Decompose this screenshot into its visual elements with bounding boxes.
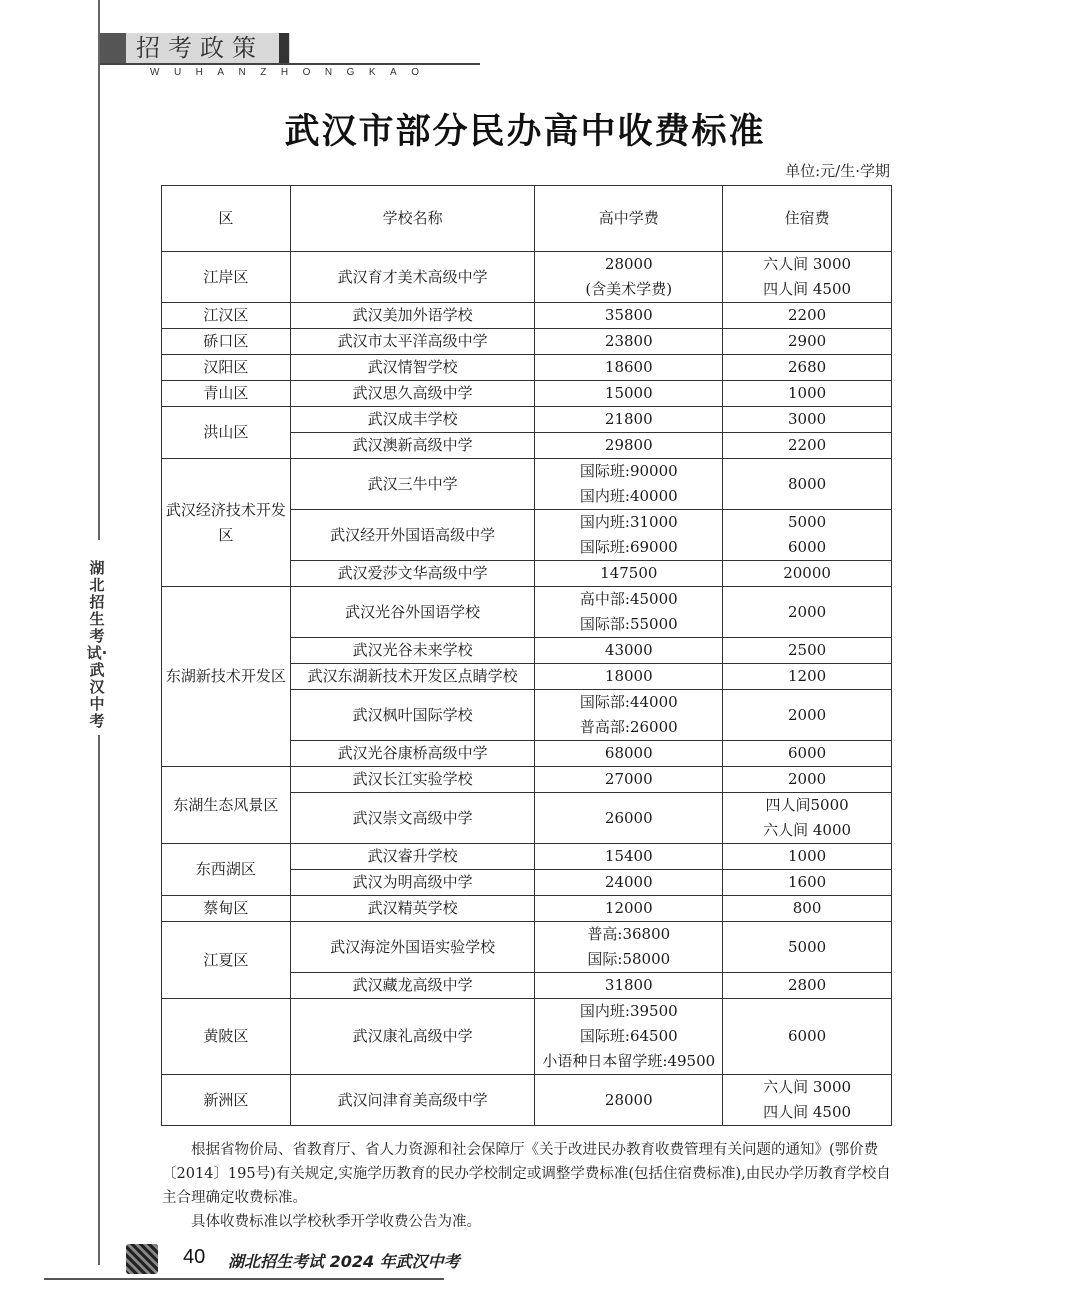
dorm-fee-value: 1600 [787, 873, 827, 891]
dorm-fee-value: 2200 [787, 306, 827, 324]
school-name-cell: 武汉成丰学校 [290, 407, 535, 433]
school-name-cell: 武汉长江实验学校 [290, 767, 535, 793]
tuition-value: 28000 [604, 255, 653, 273]
dorm-fee-cell [723, 459, 892, 510]
table-header-row [162, 186, 892, 252]
district-cell: 黄陂区 [162, 999, 291, 1075]
dorm-fee-value: 20000 [783, 564, 831, 582]
dorm-fee-value: 1000 [787, 384, 827, 402]
district-cell: 东湖新技术开发区 [162, 587, 291, 767]
tuition-cell [535, 381, 723, 407]
tuition-cell [535, 433, 723, 459]
tuition-cell [535, 741, 723, 767]
district-cell: 东西湖区 [162, 844, 291, 896]
school-name-cell: 武汉精英学校 [290, 896, 535, 922]
note-paragraph: 根据省物价局、省教育厅、省人力资源和社会保障厅《关于改进民办教育收费管理有关问题的通知》(鄂价费〔2014〕195号)有关规定,实施学历教育的民办学校制定或调整学费标准(包括住宿费标准),由民办学历教育学校自主合理确定收费标准。 [162, 1142, 891, 1206]
tuition-cell [535, 329, 723, 355]
dorm-fee-value: 2800 [787, 976, 827, 994]
dorm-fee-value: 3000 [787, 410, 827, 428]
tuition-value: 15400 [604, 847, 653, 865]
tuition-value: 高中部:45000 [579, 590, 678, 608]
tuition-cell [535, 870, 723, 896]
dorm-fee-value: 800 [792, 899, 822, 917]
side-vertical-label: 湖北招生考试·武汉中考 [86, 559, 108, 730]
tuition-cell [535, 561, 723, 587]
school-name-cell: 武汉康礼高级中学 [290, 999, 535, 1075]
tuition-cell [535, 355, 723, 381]
district-cell: 江汉区 [162, 303, 291, 329]
tuition-cell [535, 303, 723, 329]
tuition-value: 小语种日本留学班:49500 [542, 1052, 716, 1070]
section-header-rule [100, 63, 480, 65]
dorm-fee-cell [723, 355, 892, 381]
table-row [162, 459, 892, 510]
school-name-cell: 武汉市太平洋高级中学 [290, 329, 535, 355]
tuition-value: 28000 [604, 1090, 653, 1109]
tuition-cell [535, 973, 723, 999]
dorm-fee-cell [723, 561, 892, 587]
dorm-fee-cell [723, 587, 892, 638]
tuition-cell [535, 922, 723, 973]
school-name-cell: 武汉光谷外国语学校 [290, 587, 535, 638]
policy-note [162, 1138, 892, 1234]
school-name-cell: 武汉光谷康桥高级中学 [290, 741, 535, 767]
header-district: 区 [162, 186, 291, 252]
header-tuition: 高中学费 [535, 186, 723, 252]
dorm-fee-cell [723, 793, 892, 844]
tuition-cell [535, 896, 723, 922]
tuition-value: 147500 [600, 564, 658, 582]
left-rule-bottom [98, 735, 100, 1265]
dorm-fee-cell [723, 433, 892, 459]
tuition-value: 国际:58000 [587, 950, 671, 968]
magazine-name: 湖北招生考试 2024 年武汉中考 [228, 1252, 460, 1271]
dorm-fee-cell [723, 381, 892, 407]
tuition-cell [535, 999, 723, 1075]
dorm-fee-value: 四人间 4500 [763, 1103, 852, 1121]
table-row [162, 896, 892, 922]
dorm-fee-value: 5000 [787, 513, 827, 531]
school-name-cell: 武汉光谷未来学校 [290, 638, 535, 664]
dorm-fee-value: 6000 [787, 538, 827, 556]
school-name-cell: 武汉澳新高级中学 [290, 433, 535, 459]
tuition-cell [535, 767, 723, 793]
dorm-fee-value: 六人间 4000 [763, 821, 852, 839]
left-rule-top [98, 0, 100, 540]
tuition-value: 18600 [604, 358, 653, 376]
section-header-accent-left [100, 33, 126, 63]
dorm-fee-cell [723, 973, 892, 999]
table-row [162, 999, 892, 1075]
table-row [162, 922, 892, 973]
tuition-value: 26000 [604, 808, 653, 827]
tuition-value: (含美术学费) [585, 280, 673, 298]
fee-table [161, 185, 892, 1126]
note-paragraph: 具体收费标准以学校秋季开学收费公告为准。 [191, 1214, 481, 1230]
section-title: 招考政策 [136, 34, 264, 62]
dorm-fee-value: 8000 [787, 474, 827, 493]
district-cell: 洪山区 [162, 407, 291, 459]
tuition-cell [535, 407, 723, 433]
header-school: 学校名称 [290, 186, 535, 252]
fee-table-body [162, 252, 892, 1126]
dorm-fee-value: 6000 [787, 1027, 827, 1045]
school-name-cell: 武汉海淀外国语实验学校 [290, 922, 535, 973]
table-row [162, 767, 892, 793]
tuition-value: 27000 [604, 770, 653, 788]
tuition-cell [535, 587, 723, 638]
tuition-cell [535, 793, 723, 844]
dorm-fee-cell [723, 870, 892, 896]
header-dorm: 住宿费 [723, 186, 892, 252]
tuition-value: 15000 [604, 384, 653, 402]
district-cell: 汉阳区 [162, 355, 291, 381]
district-cell: 江岸区 [162, 252, 291, 303]
tuition-value: 国际班:90000 [579, 462, 678, 480]
tuition-value: 国际班:64500 [579, 1027, 678, 1045]
tuition-cell [535, 252, 723, 303]
dorm-fee-value: 四人间 4500 [763, 280, 852, 298]
tuition-value: 国内班:39500 [579, 1002, 678, 1020]
tuition-cell [535, 510, 723, 561]
dorm-fee-cell [723, 664, 892, 690]
section-header-accent-right [279, 33, 289, 63]
unit-note: 单位:元/生·学期 [785, 162, 890, 180]
district-cell: 武汉经济技术开发区 [162, 459, 291, 587]
school-name-cell: 武汉经开外国语高级中学 [290, 510, 535, 561]
dorm-fee-value: 1000 [787, 847, 827, 865]
district-cell: 蔡甸区 [162, 896, 291, 922]
district-cell: 硚口区 [162, 329, 291, 355]
tuition-value: 18000 [604, 667, 653, 685]
tuition-cell [535, 844, 723, 870]
table-row [162, 1075, 892, 1126]
tuition-value: 国内班:40000 [579, 487, 678, 505]
dorm-fee-cell [723, 407, 892, 433]
tuition-cell [535, 1075, 723, 1126]
tuition-value: 国际班:69000 [579, 538, 678, 556]
school-name-cell: 武汉藏龙高级中学 [290, 973, 535, 999]
dorm-fee-value: 2000 [787, 602, 827, 621]
dorm-fee-value: 2680 [787, 358, 827, 376]
section-pinyin: WUHANZHONGKAO [150, 67, 434, 78]
page-number: 40 [183, 1246, 206, 1268]
page-title: 武汉市部分民办高中收费标准 [284, 112, 766, 152]
school-name-cell: 武汉三牛中学 [290, 459, 535, 510]
district-cell: 青山区 [162, 381, 291, 407]
tuition-value: 国内班:31000 [579, 513, 678, 531]
school-name-cell: 武汉睿升学校 [290, 844, 535, 870]
dorm-fee-value: 2500 [787, 641, 827, 659]
dorm-fee-value: 2000 [787, 705, 827, 724]
table-row [162, 381, 892, 407]
dorm-fee-cell [723, 896, 892, 922]
dorm-fee-cell [723, 690, 892, 741]
table-row [162, 587, 892, 638]
table-row [162, 355, 892, 381]
tuition-value: 29800 [604, 436, 653, 454]
table-row [162, 329, 892, 355]
school-name-cell: 武汉美加外语学校 [290, 303, 535, 329]
tuition-value: 12000 [604, 899, 653, 917]
dorm-fee-cell [723, 638, 892, 664]
tuition-value: 31800 [604, 976, 653, 994]
dorm-fee-cell [723, 922, 892, 973]
school-name-cell: 武汉为明高级中学 [290, 870, 535, 896]
school-name-cell: 武汉爱莎文华高级中学 [290, 561, 535, 587]
dorm-fee-cell [723, 767, 892, 793]
tuition-value: 24000 [604, 873, 653, 891]
dorm-fee-cell [723, 999, 892, 1075]
district-cell: 江夏区 [162, 922, 291, 999]
table-row [162, 303, 892, 329]
district-cell: 东湖生态风景区 [162, 767, 291, 844]
dorm-fee-value: 六人间 3000 [763, 1078, 852, 1096]
tuition-value: 35800 [604, 306, 653, 324]
district-cell: 新洲区 [162, 1075, 291, 1126]
magazine-logo-icon [126, 1244, 158, 1274]
tuition-value: 23800 [604, 332, 653, 350]
tuition-cell [535, 664, 723, 690]
table-row [162, 844, 892, 870]
tuition-value: 普高:36800 [587, 925, 671, 943]
table-row [162, 407, 892, 433]
dorm-fee-cell [723, 252, 892, 303]
tuition-cell [535, 690, 723, 741]
dorm-fee-cell [723, 844, 892, 870]
dorm-fee-value: 2900 [787, 332, 827, 350]
school-name-cell: 武汉育才美术高级中学 [290, 252, 535, 303]
dorm-fee-cell [723, 329, 892, 355]
dorm-fee-cell [723, 510, 892, 561]
school-name-cell: 武汉情智学校 [290, 355, 535, 381]
dorm-fee-value: 6000 [787, 744, 827, 762]
tuition-value: 68000 [604, 744, 653, 762]
dorm-fee-cell [723, 741, 892, 767]
dorm-fee-value: 四人间5000 [765, 796, 849, 814]
school-name-cell: 武汉东湖新技术开发区点睛学校 [290, 664, 535, 690]
dorm-fee-cell [723, 303, 892, 329]
school-name-cell: 武汉崇文高级中学 [290, 793, 535, 844]
footer-rule [44, 1278, 444, 1280]
tuition-cell [535, 638, 723, 664]
school-name-cell: 武汉枫叶国际学校 [290, 690, 535, 741]
tuition-value: 43000 [604, 641, 653, 659]
school-name-cell: 武汉思久高级中学 [290, 381, 535, 407]
dorm-fee-value: 2200 [787, 436, 827, 454]
dorm-fee-cell [723, 1075, 892, 1126]
tuition-cell [535, 459, 723, 510]
table-row [162, 252, 892, 303]
dorm-fee-value: 六人间 3000 [763, 255, 852, 273]
tuition-value: 21800 [604, 410, 653, 428]
dorm-fee-value: 1200 [787, 667, 827, 685]
dorm-fee-value: 5000 [787, 937, 827, 956]
tuition-value: 国际部:44000 [579, 693, 678, 711]
tuition-value: 普高部:26000 [579, 718, 678, 736]
school-name-cell: 武汉问津育美高级中学 [290, 1075, 535, 1126]
tuition-value: 国际部:55000 [579, 615, 678, 633]
dorm-fee-value: 2000 [787, 770, 827, 788]
